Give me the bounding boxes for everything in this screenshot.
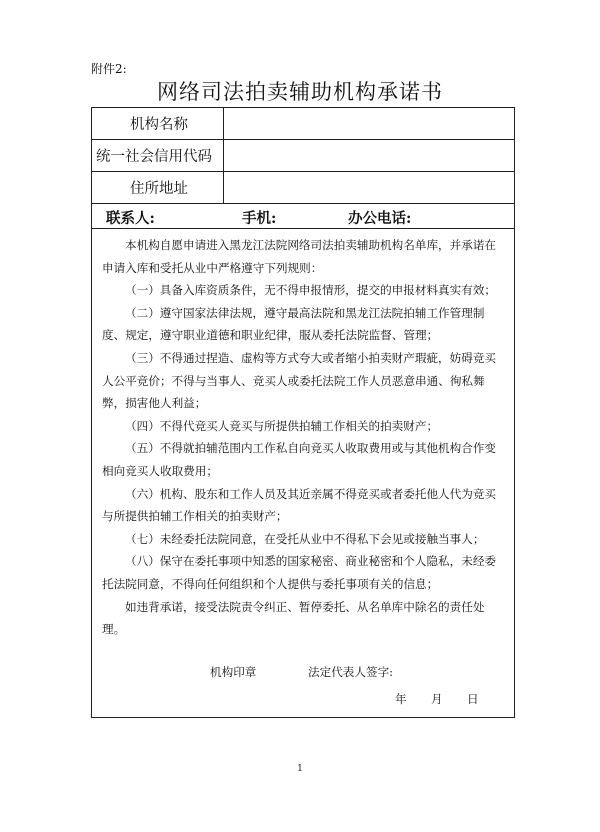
commitment-body	[102, 234, 504, 641]
clause-2: （二）遵守国家法律法规，遵守最高法院和黑龙江法院拍辅工作管理制度、规定，遵守职业道德和职业纪律，服从委托法院监督、管理；	[102, 305, 485, 343]
contact-row	[92, 204, 514, 229]
attachment-label: 附件2:	[91, 62, 127, 76]
commitment-form	[91, 107, 515, 718]
contact-person-label: 联系人:	[106, 210, 155, 227]
field-row-institution-name	[92, 108, 514, 140]
field-row-address	[92, 172, 514, 204]
field-value-credit-code[interactable]	[224, 140, 514, 171]
field-label-credit-code: 统一社会信用代码	[92, 140, 224, 171]
office-phone-label: 办公电话:	[348, 210, 412, 227]
intro-paragraph: 本机构自愿申请进入黑龙江法院网络司法拍卖辅助机构名单库，并承诺在申请入库和受托从业中严格遵守下列规则：	[102, 238, 497, 275]
field-value-address[interactable]	[224, 172, 514, 203]
field-label-address: 住所地址	[92, 172, 224, 203]
seal-label: 机构印章	[210, 665, 257, 679]
clause-1: （一）具备入库资质条件，无不得申报情形，提交的申报材料真实有效；	[125, 283, 497, 298]
legal-rep-signature-label: 法定代表人签字:	[308, 665, 394, 679]
date-month-label: 月	[431, 692, 443, 706]
clause-5: （五）不得就拍辅范围内工作私自向竞买人收取费用或与其他机构合作变相向竞买人收取费用；	[102, 441, 497, 478]
clause-8: （八）保守在委托事项中知悉的国家秘密、商业秘密和个人隐私，未经委托法院同意，不得向任何组织和个人提供与委托事项有关的信息；	[102, 554, 497, 591]
date-year-label: 年	[395, 692, 407, 706]
field-value-institution-name[interactable]	[224, 108, 514, 139]
clause-3: （三）不得通过捏造、虚构等方式夸大或者缩小拍卖财产瑕疵，妨碍竞买人公平竞价；不得与当事人、竞买人或委托法院工作人员恶意串通、徇私舞弊，损害他人利益；	[102, 350, 497, 411]
field-row-credit-code	[92, 140, 514, 172]
document-title: 网络司法拍卖辅助机构承诺书	[157, 80, 443, 104]
clause-4: （四）不得代竞买人竞买与所提供拍辅工作相关的拍卖财产；	[125, 418, 439, 433]
page-number: 1	[297, 764, 303, 774]
field-label-institution-name: 机构名称	[92, 108, 224, 139]
closing-paragraph: 如违背承诺，接受法院责令纠正、暂停委托、从名单库中除名的责任处理。	[102, 599, 485, 637]
clause-6: （六）机构、股东和工作人员及其近亲属不得竞买或者委托他人代为竞买与所提供拍辅工作相关的拍卖财产；	[102, 486, 497, 524]
date-day-label: 日	[467, 692, 479, 706]
clause-7: （七）未经委托法院同意，在受托从业中不得私下会见或接触当事人；	[125, 531, 485, 546]
mobile-label: 手机:	[242, 210, 277, 227]
